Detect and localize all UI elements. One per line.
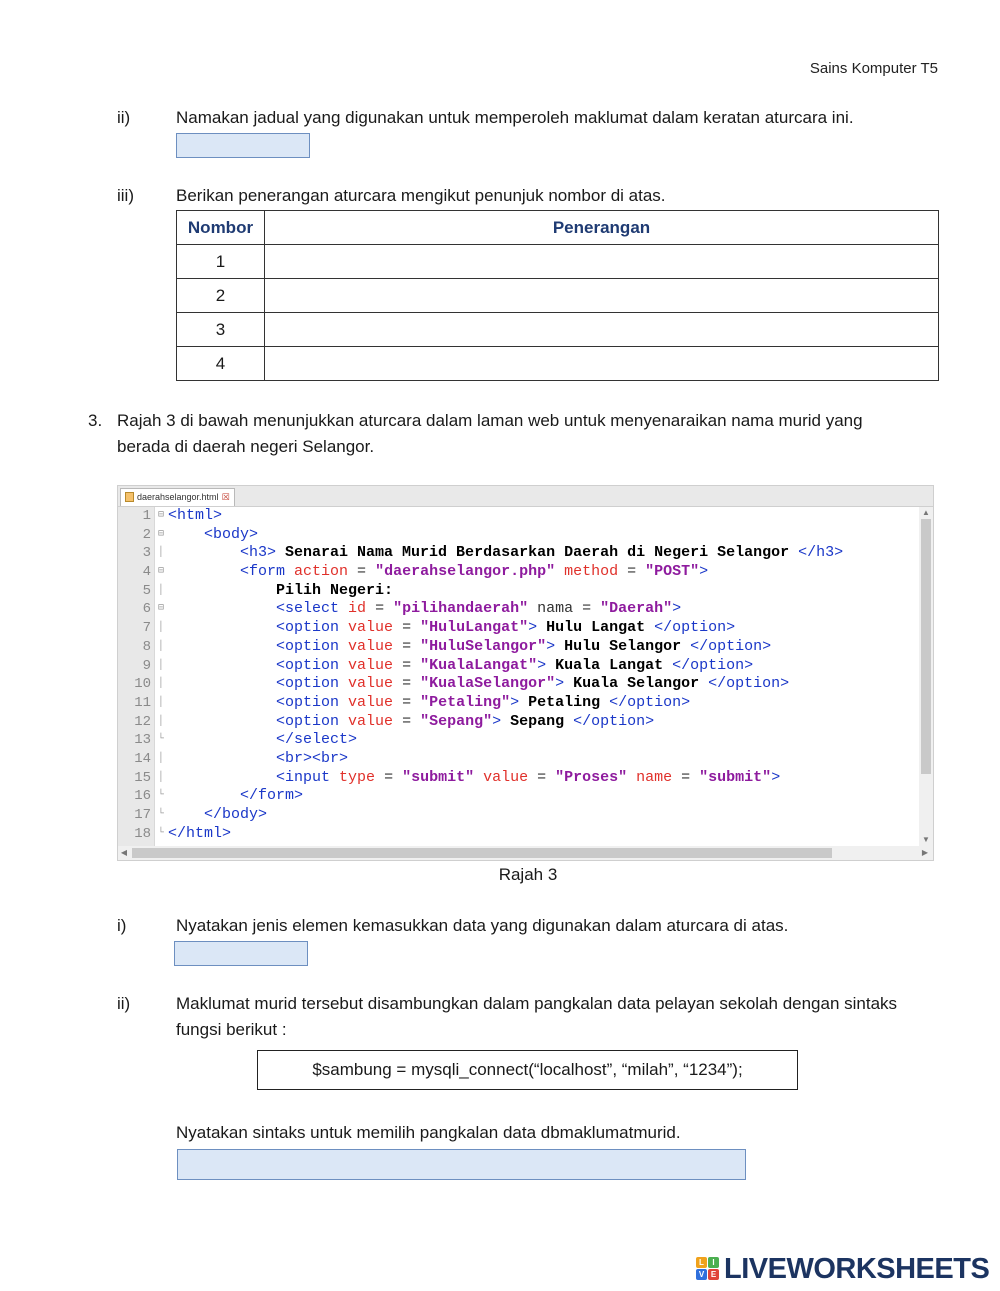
logo-mark-square: L [696,1257,707,1268]
line-number: 16 [134,788,151,805]
line-number: 13 [134,732,151,749]
code-token: <form [240,563,286,581]
code-token: Senarai Nama Murid Berdasarkan Daerah di Negeri Selangor [276,544,799,562]
code-token: = [393,712,421,730]
fold-icon[interactable]: ⊟ [157,603,165,615]
question-text: Nyatakan sintaks untuk memilih pangkalan data dbmaklumatmurid. [176,1123,681,1142]
code-token: <option [276,675,340,693]
answer-input-select-db[interactable] [177,1149,746,1180]
line-number: 17 [134,807,151,823]
fold-icon[interactable]: ⊟ [157,528,165,540]
fold-guide: │ [157,678,164,690]
code-token: = [375,768,403,786]
code-token: = [393,675,421,693]
question-text-line1: Maklumat murid tersebut disambungkan dalam pangkalan data pelayan sekolah dengan sintaks [176,994,898,1013]
fold-guide: └ [157,790,164,802]
code-token: Pilih Negeri: [276,581,394,599]
code-token: = [672,768,700,786]
code-token: id [339,600,367,618]
code-token: "pilihandaerah" [393,600,529,618]
scrollbar-thumb[interactable] [921,519,931,774]
code-token: <br><br> [276,749,349,767]
fold-icon[interactable]: ⊟ [157,510,165,521]
logo-text: LIVEWORKSHEETS [724,1253,990,1285]
fold-guide: │ [157,696,164,708]
code-token: <select [276,600,340,618]
code-token: </option> [609,693,691,711]
code-token: value [339,619,394,637]
question-text: Berikan penerangan aturcara mengikut penunjuk nombor di atas. [176,186,666,205]
code-line [118,825,919,844]
code-token: </select> [276,731,358,749]
code-area [118,507,919,846]
code-token: = [573,600,601,618]
code-token: method [555,563,619,581]
explanation-cell[interactable] [265,279,939,313]
file-icon [125,492,134,502]
line-number: 14 [134,750,151,767]
code-token: <input [276,768,331,786]
code-token: "POST" [645,563,700,581]
line-number: 11 [134,694,151,711]
code-token: value [474,768,529,786]
code-line [118,507,919,526]
page-header-title: Sains Komputer T5 [809,60,938,77]
fold-guide: └ [157,734,164,746]
line-number: 3 [142,545,151,562]
row-number: 2 [177,279,265,313]
line-number: 6 [142,601,151,618]
code-token: </option> [672,656,754,674]
code-token: > [492,712,502,730]
fold-guide: │ [157,584,164,596]
code-token: </option> [573,712,655,730]
code-token: > [546,637,556,655]
table-row [177,347,939,381]
row-number: 1 [177,245,265,279]
horizontal-scrollbar[interactable] [118,846,933,860]
code-token: Kuala Selangor [564,675,709,693]
question-number: i) [117,916,127,935]
explanation-table [176,210,939,381]
table-row [177,279,939,313]
code-token: = [348,563,376,581]
code-token: <option [276,619,340,637]
explanation-cell[interactable] [265,245,939,279]
code-line [118,787,919,806]
code-token: > [555,675,565,693]
answer-input-element-type[interactable] [174,941,308,966]
fold-guide: │ [157,659,164,671]
line-number: 9 [142,657,151,674]
code-line [118,563,919,582]
code-token: </option> [690,637,772,655]
code-line [118,638,919,657]
code-token: "Daerah" [600,600,673,618]
code-token: > [672,600,682,618]
code-token: "Sepang" [420,712,493,730]
code-line [118,526,919,545]
table-row [177,313,939,347]
code-token: </h3> [798,544,844,562]
code-token: <option [276,712,340,730]
code-token: Hulu Selangor [555,637,691,655]
explanation-cell[interactable] [265,347,939,381]
code-line [118,769,919,788]
code-token: <h3> [240,544,277,562]
code-line [118,675,919,694]
code-token: Kuala Langat [546,656,673,674]
question-text-line2: berada di daerah negeri Selangor. [117,437,375,456]
answer-input-table-name[interactable] [176,133,310,158]
fold-guide: │ [157,715,164,727]
vertical-scrollbar[interactable] [919,507,933,846]
code-token: "KualaSelangor" [420,675,556,693]
code-token: <option [276,693,340,711]
question-number: iii) [117,186,134,205]
line-number: 5 [142,582,151,599]
code-token: <option [276,637,340,655]
code-token: "HuluLangat" [420,619,529,637]
question-text-line2: fungsi berikut : [176,1020,287,1039]
line-number: 1 [142,508,151,524]
code-token: > [528,619,538,637]
fold-guide: │ [157,771,164,783]
code-token: Petaling [519,693,610,711]
logo-mark-square: E [708,1269,719,1280]
code-token: = [528,768,556,786]
code-line [118,619,919,638]
table-header-nombor: Nombor [177,211,265,245]
code-token: = [618,563,646,581]
code-line [118,731,919,750]
code-token: Hulu Langat [537,619,655,637]
table-header-penerangan: Penerangan [265,211,939,245]
code-token: = [366,600,394,618]
code-token: value [339,675,394,693]
code-token: action [285,563,349,581]
question-number: 3. [88,411,103,430]
question-text: Nyatakan jenis elemen kemasukkan data yang digunakan dalam aturcara di atas. [176,916,789,935]
fold-icon[interactable]: ⊟ [157,566,165,578]
scroll-up-icon[interactable]: ▲ [922,508,930,517]
code-token: </html> [168,824,232,842]
code-token: "Petaling" [420,693,511,711]
code-line [118,582,919,601]
code-token: </option> [654,619,736,637]
code-token: "submit" [402,768,475,786]
row-number: 4 [177,347,265,381]
code-token: value [339,693,394,711]
code-token: "submit" [699,768,772,786]
question-number: ii) [117,108,131,127]
question-text: Namakan jadual yang digunakan untuk memperoleh maklumat dalam keratan aturcara ini. [176,108,854,127]
code-token: > [699,563,709,581]
line-number: 7 [142,620,151,637]
code-editor [117,485,934,861]
line-number: 15 [134,769,151,786]
code-token: nama [528,600,574,618]
code-line [118,657,919,676]
line-number: 12 [134,713,151,730]
scroll-down-icon[interactable]: ▼ [922,835,930,844]
code-token: </body> [204,806,268,823]
editor-tab-bar [118,486,933,507]
code-line [118,544,919,563]
code-token: Sepang [501,712,574,730]
logo-mark-square: V [696,1269,707,1280]
connect-syntax-box: $sambung = mysqli_connect(“localhost”, “milah”, “1234”); [257,1050,798,1090]
code-line [118,694,919,713]
table-row [177,245,939,279]
code-line [118,600,919,619]
code-token: <body> [204,525,259,543]
fold-guide: └ [157,827,164,839]
code-token: "HuluSelangor" [420,637,547,655]
code-token: = [393,619,421,637]
code-token: name [627,768,673,786]
editor-tab[interactable] [120,488,235,506]
line-number: 8 [142,638,151,655]
line-number: 4 [142,564,151,581]
code-token: value [339,712,394,730]
scroll-left-icon[interactable]: ◀ [120,848,128,857]
row-number: 3 [177,313,265,347]
scroll-right-icon[interactable]: ▶ [921,848,929,857]
fold-guide: │ [157,752,164,764]
code-token: "daerahselangor.php" [375,563,556,581]
line-number: 10 [134,676,151,693]
code-token: = [393,693,421,711]
code-token: <option [276,656,340,674]
line-number: 18 [134,825,151,842]
code-token: "KualaLangat" [420,656,538,674]
question-text-line1: Rajah 3 di bawah menunjukkan aturcara dalam laman web untuk menyenaraikan nama murid yang [117,411,863,430]
code-token: > [771,768,781,786]
code-token: </form> [240,787,304,805]
code-token: = [393,637,421,655]
editor-tab-label: daerahselangor.html [137,492,219,502]
scrollbar-thumb[interactable] [132,848,832,858]
logo-mark-square: I [708,1257,719,1268]
code-token: </option> [708,675,790,693]
line-number: 2 [142,526,151,543]
question-number: ii) [117,994,131,1013]
code-token: > [537,656,547,674]
close-icon[interactable]: ☒ [221,492,230,502]
code-token: <html> [168,507,223,524]
code-line [118,806,919,825]
code-line [118,750,919,769]
figure-caption: Rajah 3 [498,865,558,884]
code-token: value [339,637,394,655]
code-token: > [510,693,520,711]
code-token: = [393,656,421,674]
fold-guide: │ [157,622,164,634]
code-token: "Proses" [555,768,628,786]
code-token: type [330,768,376,786]
code-token: value [339,656,394,674]
explanation-cell[interactable] [265,313,939,347]
code-line [118,713,919,732]
fold-guide: └ [157,809,164,820]
fold-guide: │ [157,547,164,559]
logo-mark-icon [696,1257,720,1281]
fold-guide: │ [157,640,164,652]
